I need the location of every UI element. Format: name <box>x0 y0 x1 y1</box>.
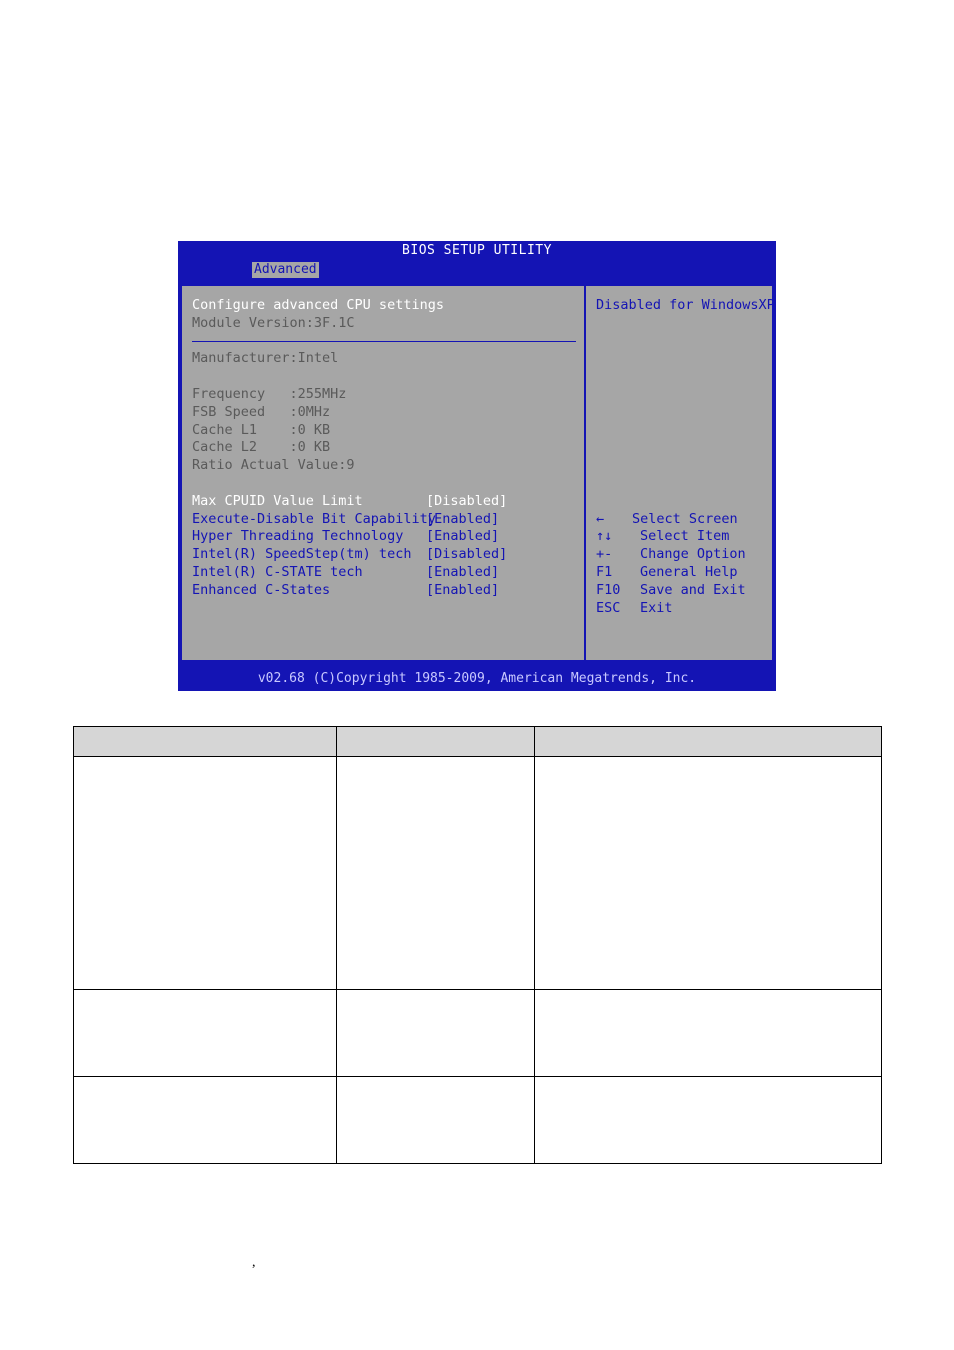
section-heading: Configure advanced CPU settings <box>192 297 444 313</box>
table-cell <box>74 989 337 1076</box>
bios-screen <box>178 241 776 691</box>
stray-comma: , <box>252 1255 256 1270</box>
option-execute-disable-value[interactable]: [Enabled] <box>426 511 500 527</box>
table-cell <box>535 1076 882 1163</box>
tab-advanced[interactable]: Advanced <box>254 262 317 277</box>
table-header-cell <box>337 727 535 757</box>
divider <box>192 341 576 342</box>
key-esc: ESC <box>596 600 621 616</box>
up-down-arrow-icon: ↑↓ <box>596 528 613 544</box>
option-execute-disable-label[interactable]: Execute-Disable Bit Capability <box>192 511 436 527</box>
option-max-cpuid-label[interactable]: Max CPUID Value Limit <box>192 493 363 509</box>
table-row <box>74 989 882 1076</box>
cache-l2: Cache L2 :0 KB <box>192 439 331 455</box>
key-help-change-option: Change Option <box>640 546 746 562</box>
table-cell <box>535 757 882 990</box>
key-f1: F1 <box>596 564 613 580</box>
option-c-state-value[interactable]: [Enabled] <box>426 564 500 580</box>
ratio-actual-value: Ratio Actual Value:9 <box>192 457 355 473</box>
table-header-row <box>74 727 882 757</box>
option-c-state-label[interactable]: Intel(R) C-STATE tech <box>192 564 363 580</box>
option-enhanced-c-states-label[interactable]: Enhanced C-States <box>192 582 331 598</box>
key-help-general-help: General Help <box>640 564 738 580</box>
table-cell <box>337 757 535 990</box>
tab-bar <box>178 261 776 279</box>
option-hyper-threading-label[interactable]: Hyper Threading Technology <box>192 528 404 544</box>
cache-l1: Cache L1 :0 KB <box>192 422 331 438</box>
table-cell <box>337 1076 535 1163</box>
help-pane <box>586 286 775 660</box>
table-cell <box>74 1076 337 1163</box>
table-cell <box>337 989 535 1076</box>
key-help-exit: Exit <box>640 600 673 616</box>
main-panel <box>180 284 774 662</box>
plus-minus-icon: +- <box>596 546 613 562</box>
manufacturer: Manufacturer:Intel <box>192 350 339 366</box>
module-version: Module Version:3F.1C <box>192 315 355 331</box>
table-header-cell <box>535 727 882 757</box>
fsb-speed: FSB Speed :0MHz <box>192 404 331 420</box>
copyright-footer: v02.68 (C)Copyright 1985-2009, American Megatrends, Inc. <box>257 671 697 686</box>
description-table <box>73 726 882 1164</box>
table-row <box>74 757 882 990</box>
table-cell <box>535 989 882 1076</box>
key-help-save-exit: Save and Exit <box>640 582 746 598</box>
option-speedstep-label[interactable]: Intel(R) SpeedStep(tm) tech <box>192 546 412 562</box>
key-f10: F10 <box>596 582 621 598</box>
option-max-cpuid-value[interactable]: [Disabled] <box>426 493 508 509</box>
left-arrow-icon: ← <box>596 511 605 527</box>
option-speedstep-value[interactable]: [Disabled] <box>426 546 508 562</box>
settings-pane <box>182 286 586 660</box>
table-header-cell <box>74 727 337 757</box>
option-hyper-threading-value[interactable]: [Enabled] <box>426 528 500 544</box>
table-cell <box>74 757 337 990</box>
help-text: Disabled for WindowsXP <box>596 297 775 313</box>
key-help-select-item: Select Item <box>640 528 730 544</box>
table-row <box>74 1076 882 1163</box>
option-enhanced-c-states-value[interactable]: [Enabled] <box>426 582 500 598</box>
bios-title: BIOS SETUP UTILITY <box>402 243 552 258</box>
key-help-select-screen: Select Screen <box>632 511 738 527</box>
cpu-frequency: Frequency :255MHz <box>192 386 347 402</box>
